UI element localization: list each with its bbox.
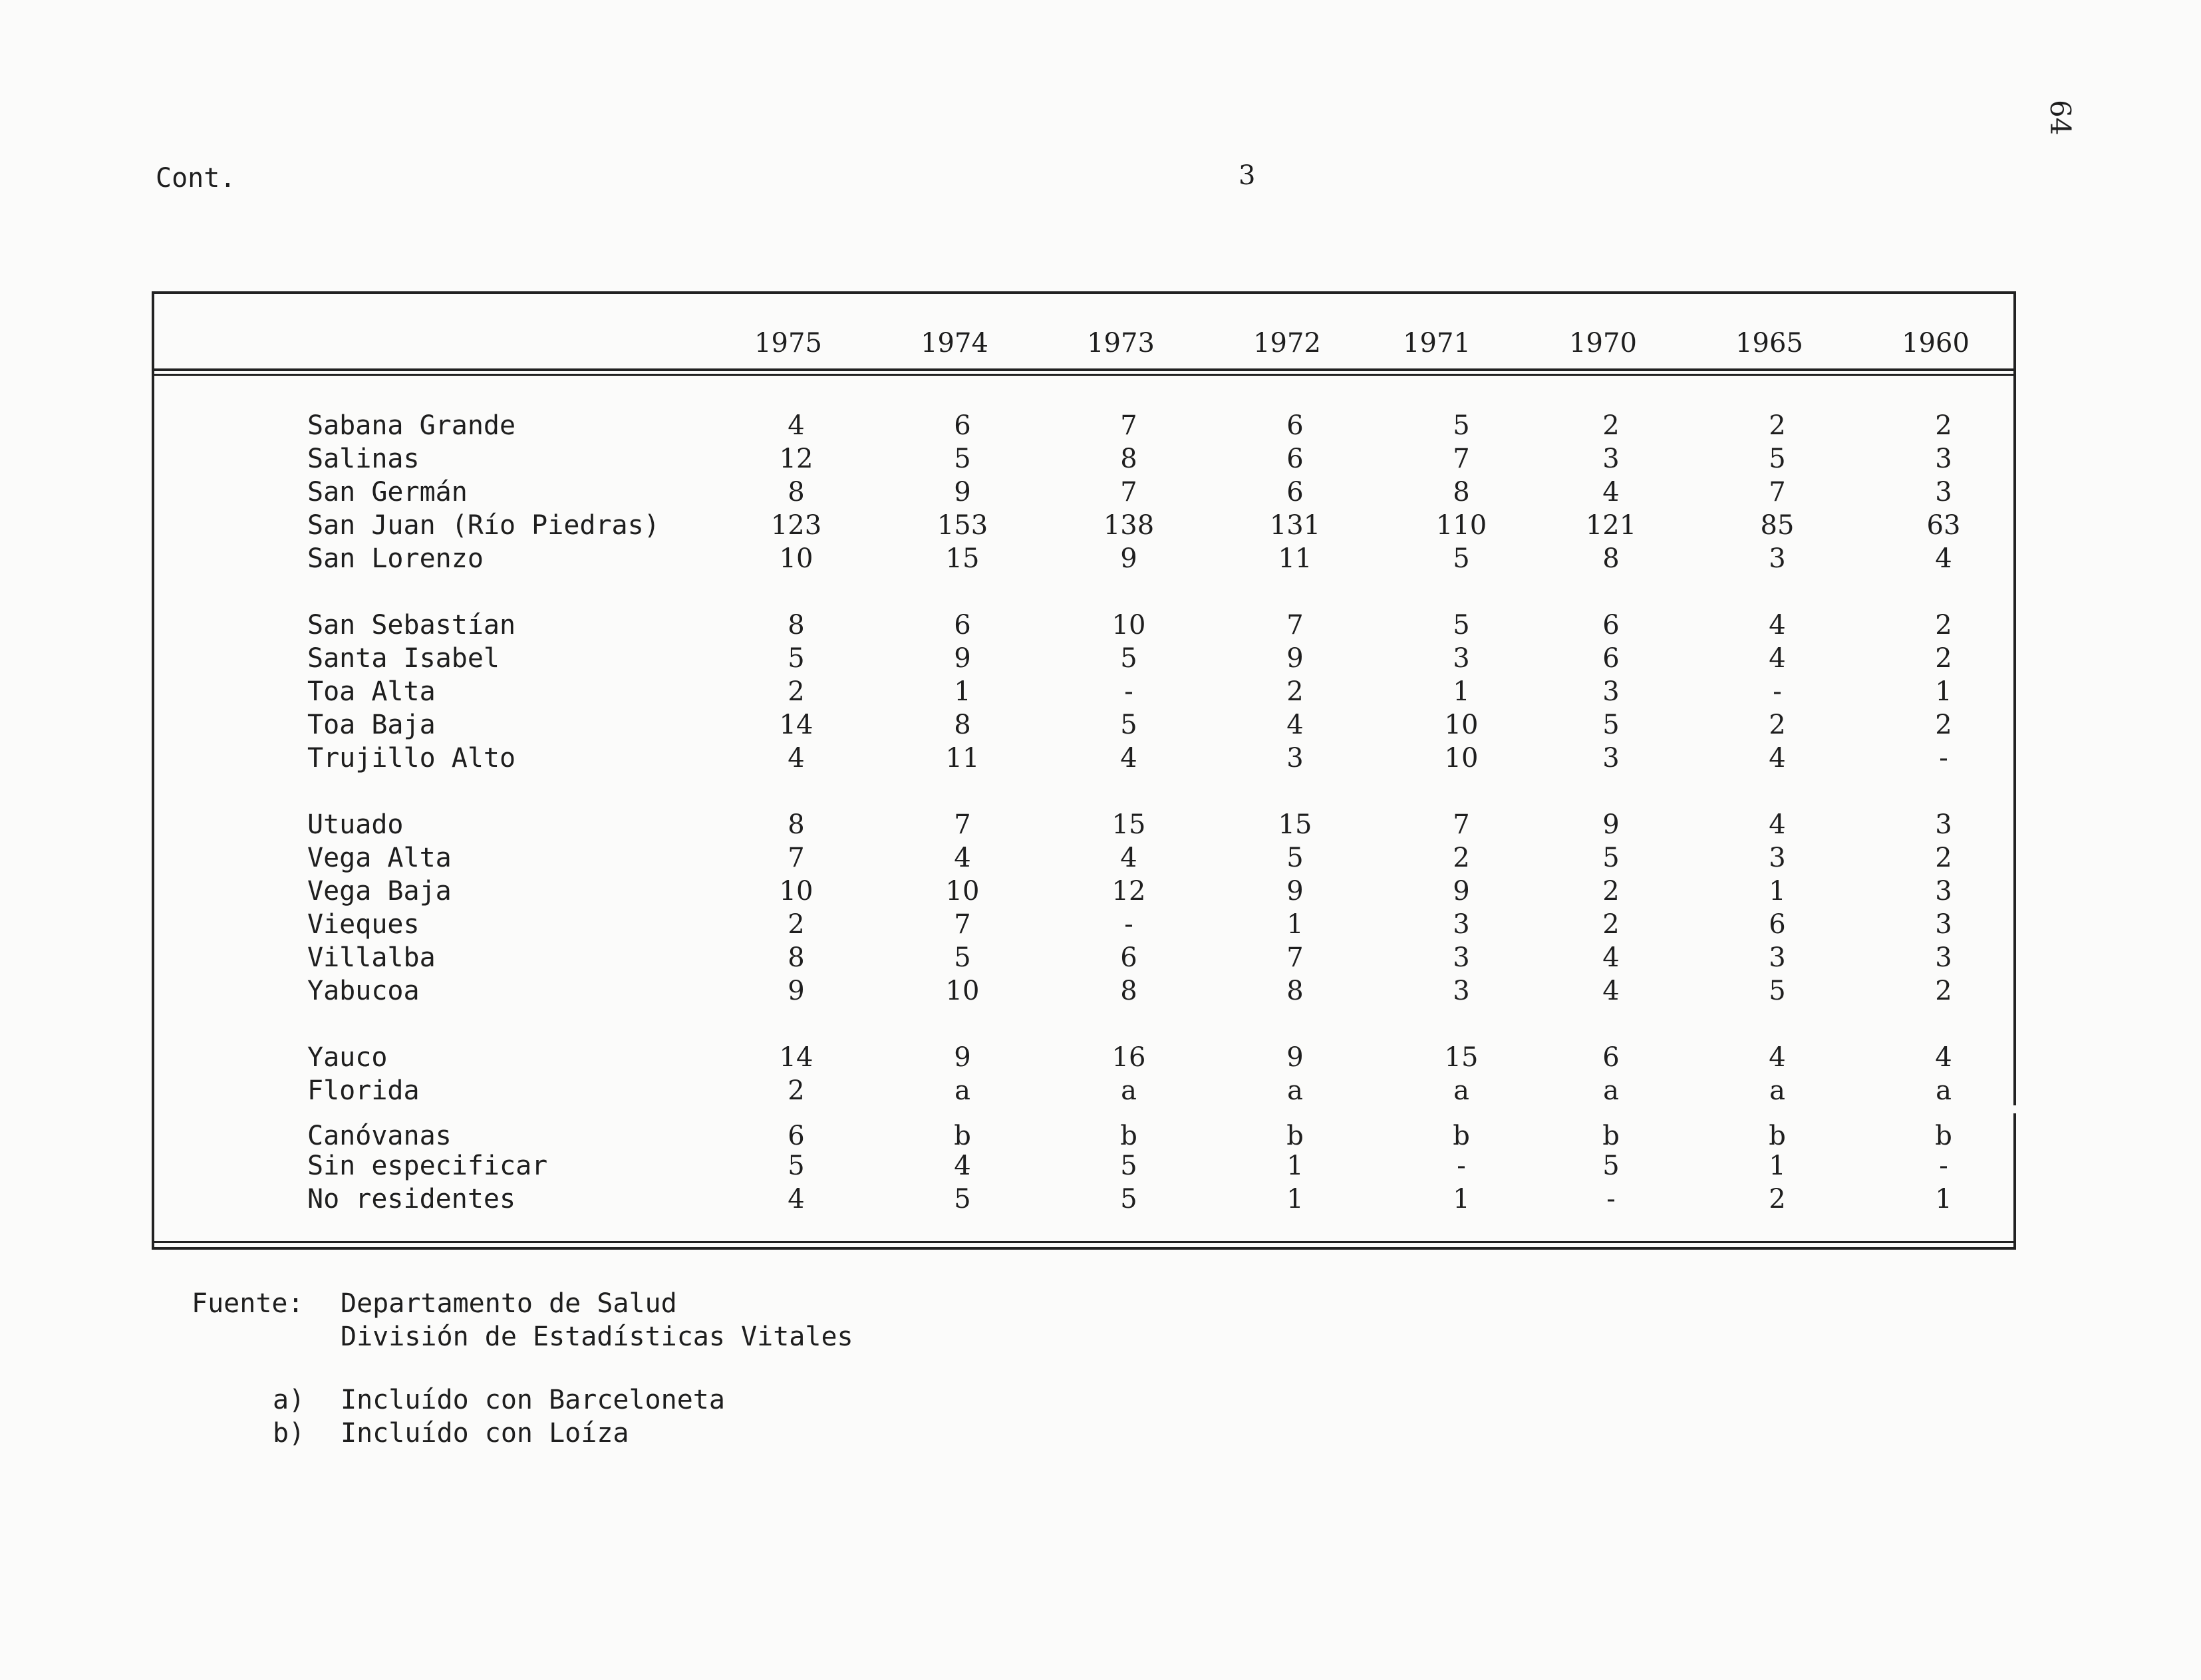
continuation-label: Cont. [156,163,236,194]
table-cell: a [1453,1075,1469,1106]
table-cell: 3 [1602,743,1620,773]
table-cell: 5 [788,643,805,674]
row-label: Yauco [307,1042,388,1073]
table-cell: 2 [1935,643,1952,674]
table-cell: 8 [1286,976,1304,1006]
table-cell: 3 [1453,643,1470,674]
table-cell: 4 [788,743,805,773]
table-cell: 3 [1769,942,1786,973]
table-cell: 10 [779,543,813,574]
table-cell: 138 [1103,510,1155,541]
table-cell: 131 [1269,510,1321,541]
table-right-border-upper [2013,291,2016,1105]
table-cell: 6 [1286,410,1304,441]
table-cell: b [1769,1121,1786,1151]
table-cell: 4 [1602,976,1620,1006]
table-cell: 3 [1453,942,1470,973]
table-cell: 15 [1278,809,1312,840]
table-cell: - [1939,743,1948,773]
table-cell: 12 [779,444,813,474]
table-cell: 2 [1935,610,1952,640]
table-cell: 9 [1120,543,1137,574]
table-cell: 7 [1453,444,1470,474]
table-cell: 153 [937,510,988,541]
table-cell: 10 [945,876,980,907]
table-cell: 10 [945,976,980,1006]
table-cell: 5 [1120,710,1137,740]
table-cell: 3 [1602,676,1620,707]
table-cell: a [1603,1075,1619,1106]
table-top-border [152,291,2016,294]
table-cell: 85 [1760,510,1795,541]
table-cell: 14 [779,710,813,740]
table-cell: 8 [1120,444,1137,474]
table-cell: 9 [954,643,971,674]
bottom-rule-upper [152,1241,2016,1243]
table-cell: 2 [1935,710,1952,740]
table-cell: 11 [1278,543,1312,574]
table-cell: 7 [1286,610,1304,640]
row-label: Salinas [307,444,420,474]
row-label: San Juan (Río Piedras) [307,510,660,541]
table-cell: 4 [1935,543,1952,574]
table-cell: 4 [954,843,971,873]
row-label: Vieques [307,909,420,940]
table-cell: 15 [1111,809,1146,840]
table-cell: 4 [1769,643,1786,674]
table-cell: 15 [945,543,980,574]
table-cell: 5 [1120,643,1137,674]
table-cell: 3 [1935,942,1952,973]
table-cell: 10 [1111,610,1146,640]
table-cell: 2 [1602,410,1620,441]
table-cell: 7 [954,809,971,840]
table-cell: 2 [1453,843,1470,873]
footnote-b-mark: b) [273,1418,305,1449]
row-label: Florida [307,1075,420,1106]
table-cell: 4 [1120,843,1137,873]
table-cell: - [1124,909,1133,940]
table-cell: 2 [1602,876,1620,907]
table-cell: 9 [1286,876,1304,907]
row-label: Sin especificar [307,1151,548,1181]
table-cell: 5 [1453,610,1470,640]
table-cell: 4 [1286,710,1304,740]
table-cell: 9 [1286,1042,1304,1073]
column-header-1965: 1965 [1735,328,1803,358]
table-cell: 3 [1935,444,1952,474]
table-cell: 6 [1602,610,1620,640]
table-cell: 3 [1602,444,1620,474]
table-cell: 2 [1286,676,1304,707]
table-cell: 7 [954,909,971,940]
table-cell: 5 [1453,410,1470,441]
table-cell: b [1935,1121,1952,1151]
table-cell: a [1769,1075,1785,1106]
source-line-1: Departamento de Salud [341,1288,677,1319]
footnote-b-text: Incluído con Loíza [341,1418,629,1449]
table-cell: 1 [1935,1184,1952,1214]
table-cell: 5 [1769,976,1786,1006]
header-rule-lower [152,374,2016,376]
table-cell: 10 [1444,710,1479,740]
table-cell: 12 [1111,876,1146,907]
table-cell: 1 [1769,876,1786,907]
table-cell: 5 [1120,1184,1137,1214]
table-cell: 121 [1585,510,1637,541]
table-cell: 5 [1453,543,1470,574]
table-cell: 5 [1769,444,1786,474]
table-cell: b [954,1121,971,1151]
table-cell: 16 [1111,1042,1146,1073]
column-header-1972: 1972 [1253,328,1321,358]
table-cell: 6 [954,610,971,640]
row-label: Villalba [307,942,436,973]
column-header-1975: 1975 [754,328,822,358]
bottom-rule-lower [152,1247,2016,1250]
source-line-2: División de Estadísticas Vitales [341,1322,853,1352]
row-label: Vega Alta [307,843,452,873]
table-cell: 4 [1120,743,1137,773]
table-cell: 3 [1286,743,1304,773]
table-cell: b [1453,1121,1470,1151]
table-cell: 5 [1602,843,1620,873]
page-number: 64 [2044,100,2077,136]
table-cell: 11 [945,743,980,773]
column-header-1970: 1970 [1569,328,1637,358]
table-cell: 5 [1602,1151,1620,1181]
table-cell: 1 [1286,1184,1304,1214]
footnote-a-mark: a) [273,1385,305,1415]
table-cell: 4 [954,1151,971,1181]
table-cell: 3 [1935,909,1952,940]
table-cell: 3 [1935,477,1952,507]
table-cell: 9 [1602,809,1620,840]
table-cell: 3 [1769,543,1786,574]
table-left-border [152,291,154,1250]
table-cell: - [1939,1151,1948,1181]
table-cell: 4 [1769,809,1786,840]
table-cell: 63 [1926,510,1961,541]
table-cell: 6 [1120,942,1137,973]
table-cell: 5 [788,1151,805,1181]
table-cell: 15 [1444,1042,1479,1073]
table-cell: 7 [1120,410,1137,441]
table-cell: 1 [954,676,971,707]
table-cell: - [1457,1151,1466,1181]
table-cell: 4 [1602,942,1620,973]
table-cell: 8 [788,477,805,507]
table-cell: 5 [1120,1151,1137,1181]
table-cell: 2 [1769,410,1786,441]
table-cell: 8 [1453,477,1470,507]
table-cell: 1 [1769,1151,1786,1181]
footnote-a-text: Incluído con Barceloneta [341,1385,725,1415]
table-cell: 9 [954,477,971,507]
table-cell: 5 [954,1184,971,1214]
table-cell: 6 [1286,477,1304,507]
table-cell: b [1120,1121,1137,1151]
table-cell: 3 [1935,876,1952,907]
header-rule-upper [152,368,2016,371]
row-label: San Sebastían [307,610,516,640]
row-label: Utuado [307,809,404,840]
table-cell: 3 [1453,976,1470,1006]
table-cell: 7 [1286,942,1304,973]
table-cell: 8 [954,710,971,740]
table-cell: 2 [1935,843,1952,873]
row-label: San Lorenzo [307,543,484,574]
table-cell: 14 [779,1042,813,1073]
column-header-1971: 1971 [1403,328,1471,358]
table-cell: 6 [788,1121,805,1151]
table-cell: a [1287,1075,1303,1106]
source-label: Fuente: [192,1288,304,1319]
table-cell: 4 [1769,610,1786,640]
table-cell: 7 [1453,809,1470,840]
table-cell: 4 [1769,1042,1786,1073]
table-cell: 3 [1453,909,1470,940]
table-cell: - [1606,1184,1616,1214]
table-cell: 8 [1120,976,1137,1006]
table-cell: 6 [954,410,971,441]
table-cell: 2 [1935,976,1952,1006]
table-cell: 110 [1435,510,1487,541]
column-header-1973: 1973 [1087,328,1155,358]
table-cell: 1 [1286,1151,1304,1181]
row-label: San Germán [307,477,468,507]
table-cell: 3 [1769,843,1786,873]
table-cell: 8 [788,942,805,973]
table-cell: 2 [788,1075,805,1106]
table-cell: 4 [1602,477,1620,507]
table-cell: 4 [1935,1042,1952,1073]
row-label: Yabucoa [307,976,420,1006]
table-cell: 6 [1602,1042,1620,1073]
table-cell: b [1602,1121,1620,1151]
row-label: Sabana Grande [307,410,516,441]
table-cell: b [1286,1121,1304,1151]
table-cell: 7 [788,843,805,873]
table-cell: a [1121,1075,1137,1106]
table-cell: - [1773,676,1782,707]
table-cell: 1 [1453,676,1470,707]
column-header-1974: 1974 [921,328,988,358]
row-label: Trujillo Alto [307,743,516,773]
row-label: Canóvanas [307,1121,452,1151]
table-cell: 2 [788,909,805,940]
table-cell: 5 [954,942,971,973]
table-cell: 4 [1769,743,1786,773]
table-cell: 6 [1602,643,1620,674]
table-cell: 9 [788,976,805,1006]
table-cell: 2 [1769,710,1786,740]
table-cell: a [1936,1075,1952,1106]
column-header-1960: 1960 [1902,328,1970,358]
table-cell: 4 [788,1184,805,1214]
table-cell: 5 [1286,843,1304,873]
table-cell: 6 [1769,909,1786,940]
table-right-border-lower [2013,1113,2016,1250]
table-cell: 2 [1769,1184,1786,1214]
table-cell: 8 [788,809,805,840]
table-cell: 9 [1453,876,1470,907]
table-cell: 1 [1453,1184,1470,1214]
row-label: Toa Alta [307,676,436,707]
table-cell: 10 [1444,743,1479,773]
table-cell: 1 [1286,909,1304,940]
table-cell: 2 [788,676,805,707]
table-cell: 6 [1286,444,1304,474]
row-label: Santa Isabel [307,643,500,674]
row-label: Toa Baja [307,710,436,740]
table-cell: 123 [770,510,822,541]
table-number: 3 [1239,160,1256,191]
table-cell: 7 [1769,477,1786,507]
row-label: Vega Baja [307,876,452,907]
table-cell: 8 [788,610,805,640]
table-cell: 8 [1602,543,1620,574]
table-cell: a [954,1075,970,1106]
table-cell: 9 [1286,643,1304,674]
table-cell: 9 [954,1042,971,1073]
table-cell: 7 [1120,477,1137,507]
table-cell: 5 [1602,710,1620,740]
table-cell: 5 [954,444,971,474]
table-cell: 2 [1935,410,1952,441]
table-cell: 2 [1602,909,1620,940]
table-cell: 4 [788,410,805,441]
table-cell: 3 [1935,809,1952,840]
table-cell: 10 [779,876,813,907]
row-label: No residentes [307,1184,516,1214]
table-cell: - [1124,676,1133,707]
table-cell: 1 [1935,676,1952,707]
